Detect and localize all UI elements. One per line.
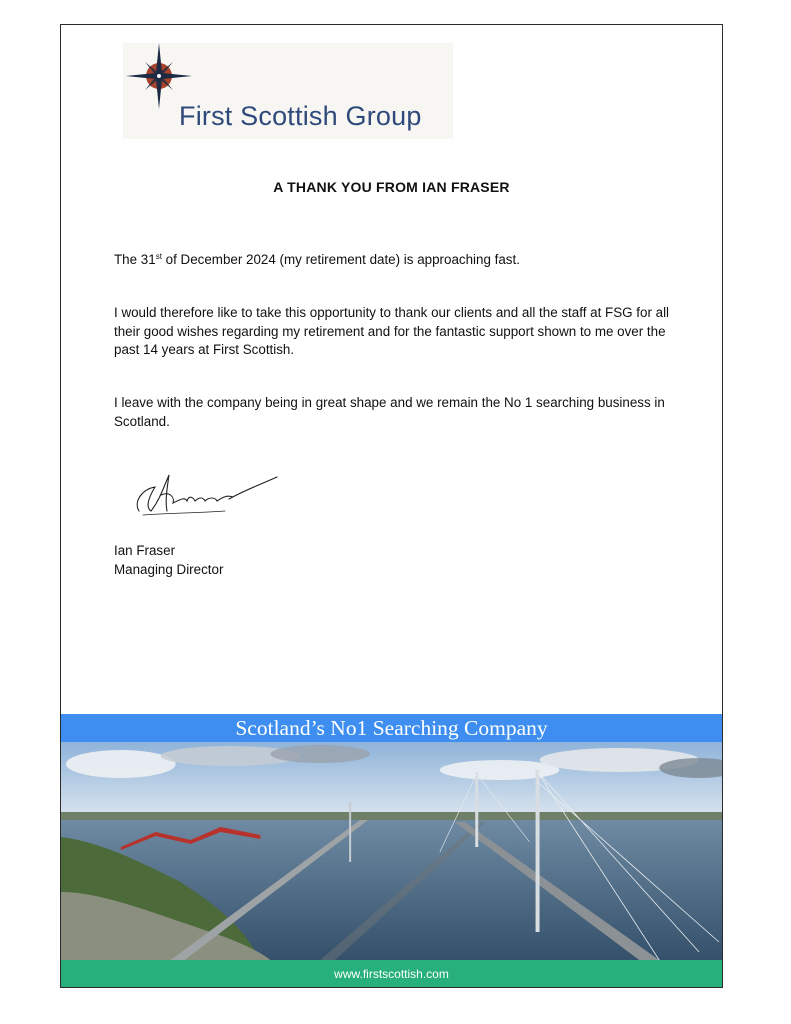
- letter-title: A THANK YOU FROM IAN FRASER: [273, 179, 510, 195]
- paragraph-company-status: I leave with the company being in great shape and we remain the No 1 searching business in Scotland.: [114, 395, 665, 429]
- signer-block: [114, 542, 223, 579]
- footer-website-link[interactable]: www.firstscottish.com: [61, 960, 722, 988]
- p1-text-start: The 31: [114, 252, 156, 267]
- forth-bridges-photo: [61, 742, 722, 960]
- p1-superscript: st: [155, 252, 162, 261]
- handwritten-signature: [129, 467, 279, 527]
- p1-text-end: of December 2024 (my retirement date) is approaching fast.: [161, 252, 520, 267]
- paragraph-thanks: I would therefore like to take this opportunity to thank our clients and all the staff at FSG for all their good wishes regarding my retirement and for the fantastic support shown to me over the past 14 years at First Scottish.: [114, 305, 670, 357]
- letter-page: [60, 24, 723, 988]
- signer-title: Managing Director: [114, 561, 224, 577]
- slogan-banner: Scotland’s No1 Searching Company: [61, 714, 722, 742]
- company-logo: [123, 43, 453, 139]
- signer-name: Ian Fraser: [114, 543, 176, 558]
- logo-text: First Scottish Group: [179, 101, 422, 131]
- paragraph-retirement-date: [114, 251, 674, 270]
